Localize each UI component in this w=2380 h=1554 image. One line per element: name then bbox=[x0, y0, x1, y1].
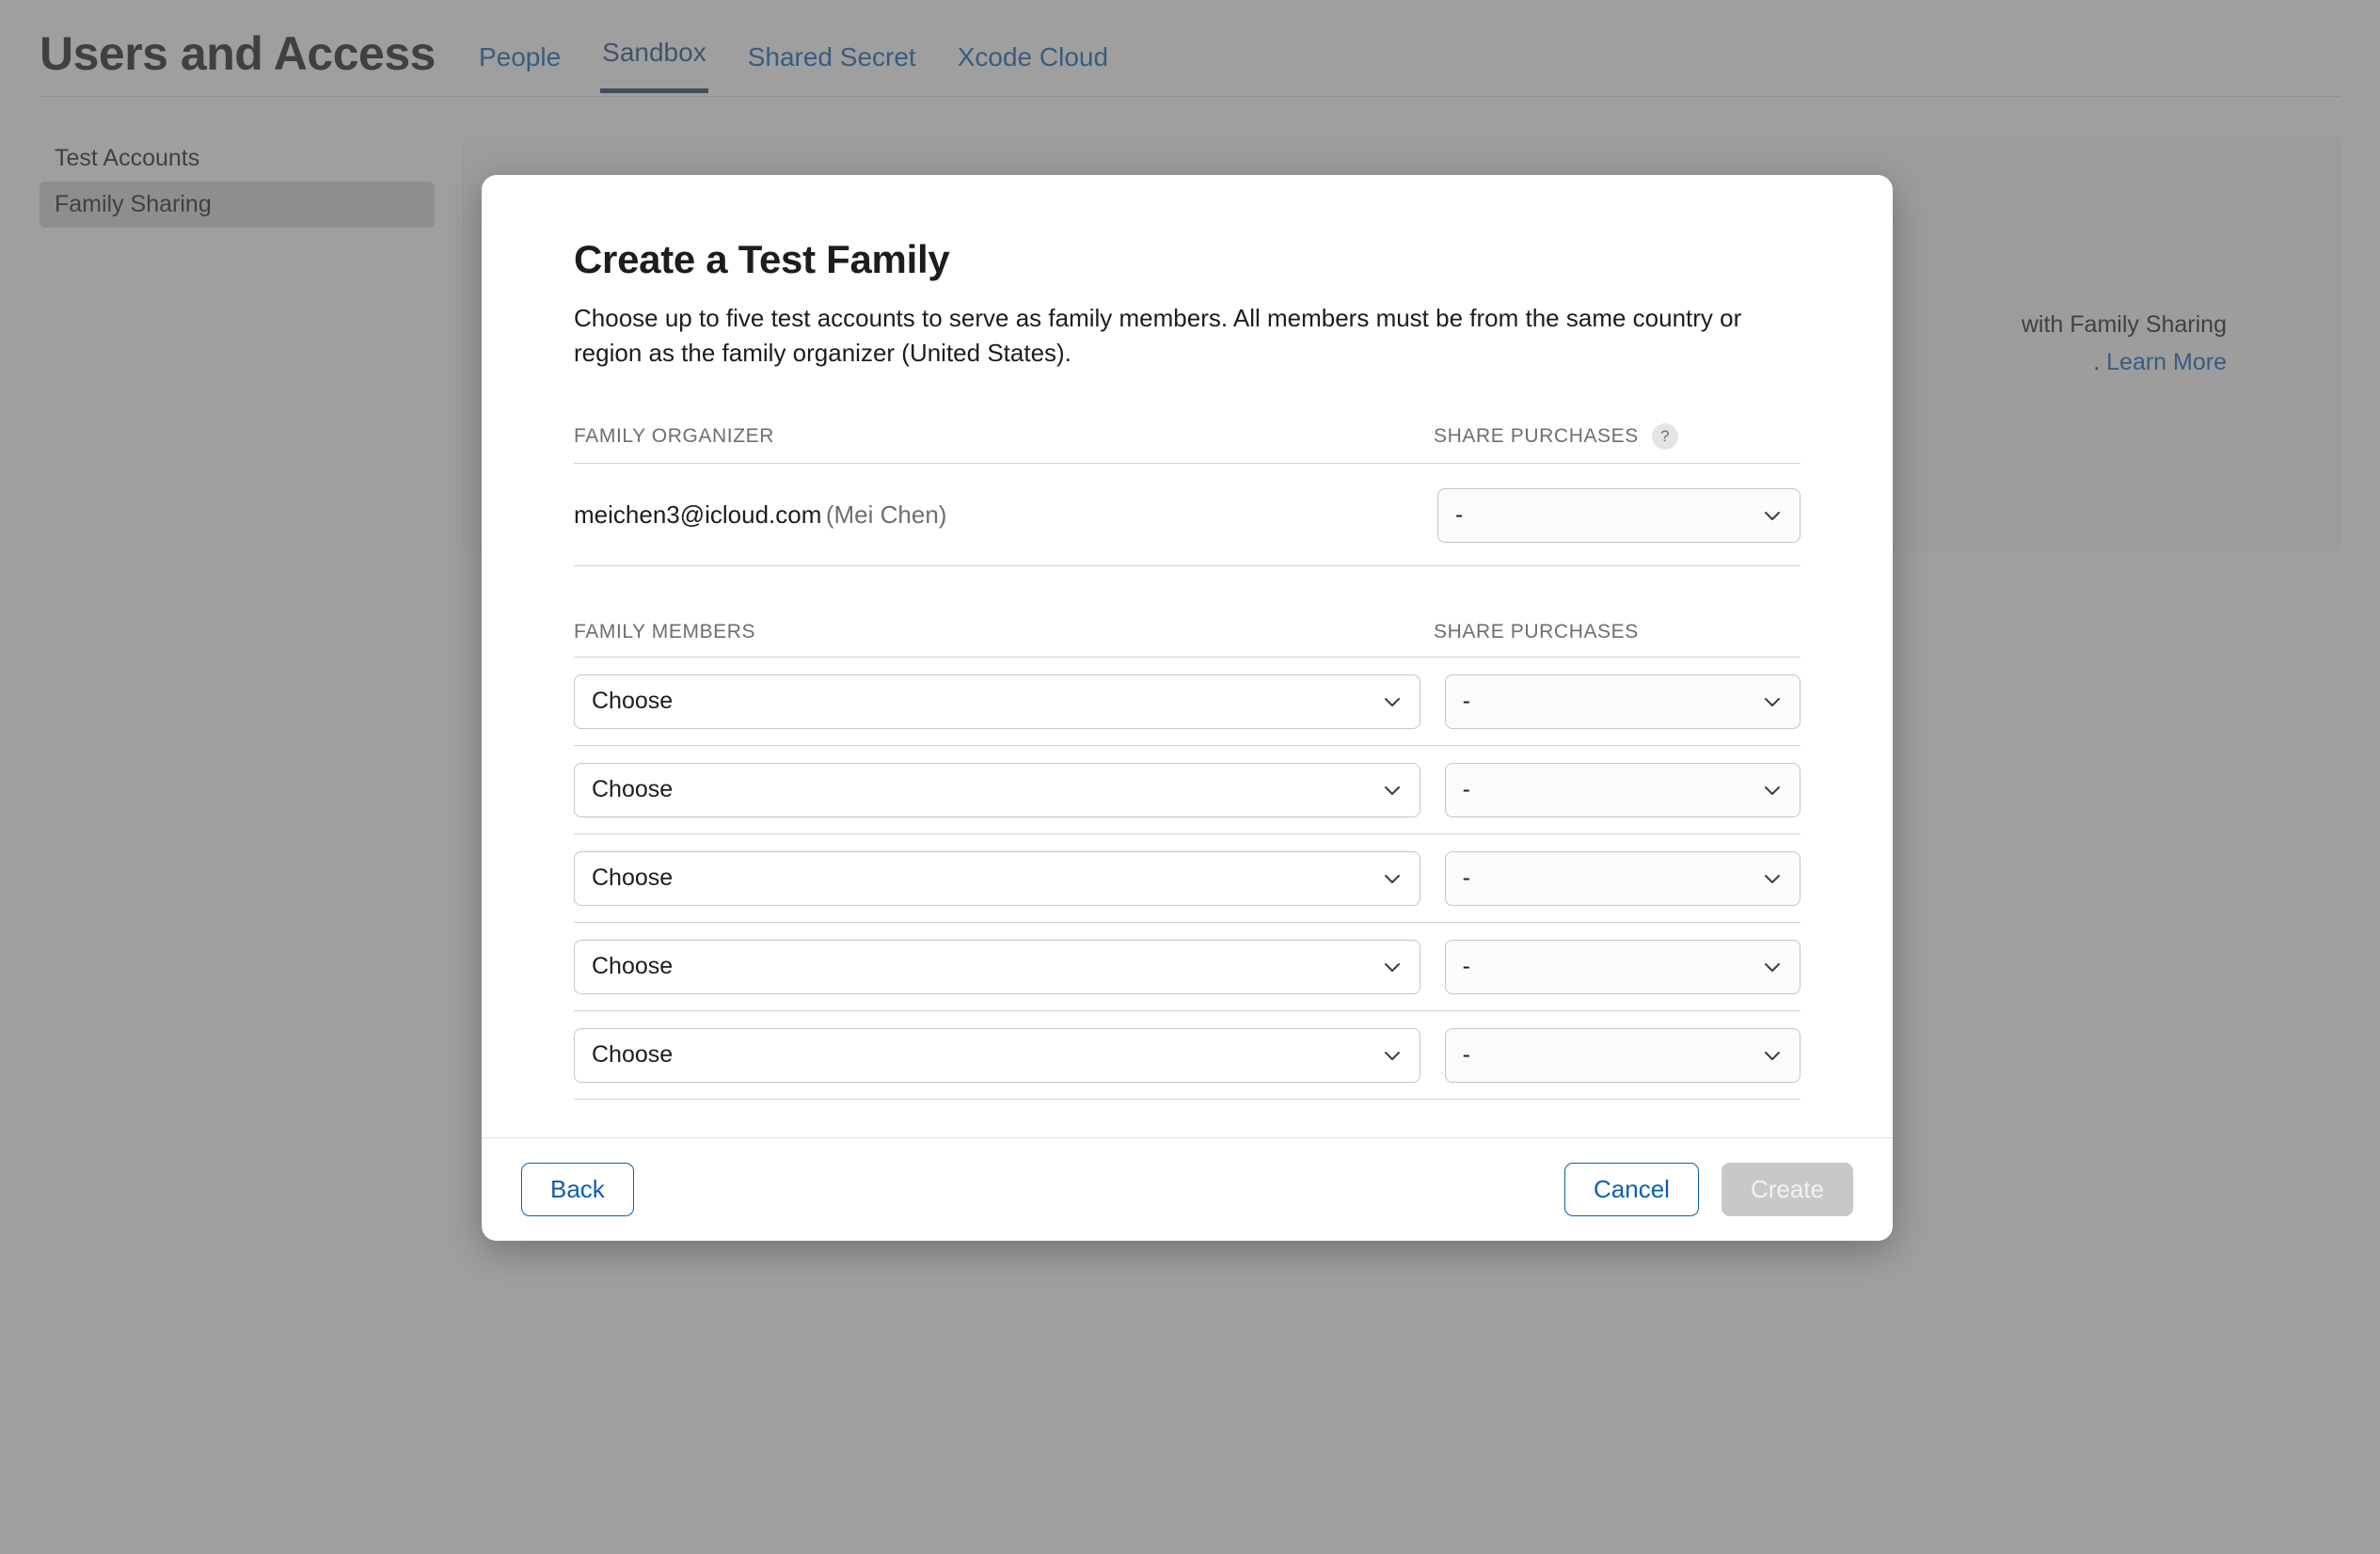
member-share-select-5-value: - bbox=[1462, 1041, 1470, 1069]
member-select-1-value: Choose bbox=[592, 688, 674, 715]
organizer-share-purchases-select[interactable] bbox=[1437, 488, 1801, 543]
member-share-select-2-value: - bbox=[1462, 776, 1470, 803]
member-share-select-4-value: - bbox=[1462, 953, 1470, 980]
cancel-button[interactable]: Cancel bbox=[1564, 1163, 1699, 1216]
chevron-down-icon bbox=[1762, 957, 1783, 977]
member-select-4-value: Choose bbox=[592, 953, 674, 980]
member-row bbox=[574, 658, 1801, 746]
footer-actions bbox=[1564, 1163, 1853, 1216]
members-share-label: SHARE PURCHASES bbox=[1434, 620, 1639, 642]
member-row bbox=[574, 1011, 1801, 1100]
member-share-select-3-value: - bbox=[1462, 864, 1470, 892]
chevron-down-icon bbox=[1382, 1045, 1403, 1066]
dialog-title: Create a Test Family bbox=[574, 237, 950, 281]
back-button[interactable]: Back bbox=[521, 1163, 634, 1216]
create-test-family-dialog bbox=[482, 175, 1893, 1241]
chevron-down-icon bbox=[1382, 868, 1403, 889]
organizer-section-header bbox=[574, 423, 1801, 464]
member-share-select-3[interactable] bbox=[1445, 851, 1801, 906]
member-share-select-2[interactable] bbox=[1445, 763, 1801, 817]
member-select-2[interactable] bbox=[574, 763, 1420, 817]
members-share-header bbox=[1434, 621, 1801, 643]
chevron-down-icon bbox=[1382, 691, 1403, 712]
chevron-down-icon bbox=[1762, 691, 1783, 712]
help-icon[interactable]: ? bbox=[1652, 423, 1678, 450]
organizer-share-header bbox=[1434, 423, 1801, 450]
members-section-header bbox=[574, 621, 1801, 658]
chevron-down-icon bbox=[1762, 780, 1783, 801]
member-row bbox=[574, 923, 1801, 1011]
organizer-section-label: FAMILY ORGANIZER bbox=[574, 424, 775, 447]
chevron-down-icon bbox=[1762, 505, 1783, 526]
dialog-footer bbox=[482, 1137, 1893, 1241]
member-share-select-4[interactable] bbox=[1445, 940, 1801, 994]
organizer-share-purchases-value: - bbox=[1455, 501, 1464, 529]
section-spacer bbox=[574, 566, 1801, 621]
chevron-down-icon bbox=[1762, 1045, 1783, 1066]
organizer-identity bbox=[574, 500, 946, 530]
member-row bbox=[574, 834, 1801, 923]
member-select-5-value: Choose bbox=[592, 1041, 674, 1069]
organizer-email: meichen3@icloud.com bbox=[574, 500, 822, 530]
members-section-label: FAMILY MEMBERS bbox=[574, 620, 756, 642]
member-select-5[interactable] bbox=[574, 1028, 1420, 1083]
organizer-share-label: SHARE PURCHASES bbox=[1434, 424, 1639, 447]
member-share-select-1-value: - bbox=[1462, 688, 1470, 715]
member-select-2-value: Choose bbox=[592, 776, 674, 803]
chevron-down-icon bbox=[1382, 780, 1403, 801]
member-select-1[interactable] bbox=[574, 674, 1420, 729]
member-select-3[interactable] bbox=[574, 851, 1420, 906]
organizer-row bbox=[574, 464, 1801, 566]
create-button[interactable]: Create bbox=[1722, 1163, 1853, 1216]
chevron-down-icon bbox=[1762, 868, 1783, 889]
dialog-body bbox=[482, 175, 1893, 1137]
member-share-select-1[interactable] bbox=[1445, 674, 1801, 729]
member-select-3-value: Choose bbox=[592, 864, 674, 892]
dialog-description: Choose up to five test accounts to serve as family members. All members must be from the same country or region as the family organizer (United States). bbox=[574, 304, 1742, 367]
member-select-4[interactable] bbox=[574, 940, 1420, 994]
member-row bbox=[574, 746, 1801, 834]
chevron-down-icon bbox=[1382, 957, 1403, 977]
organizer-name: (Mei Chen) bbox=[825, 500, 947, 530]
member-share-select-5[interactable] bbox=[1445, 1028, 1801, 1083]
